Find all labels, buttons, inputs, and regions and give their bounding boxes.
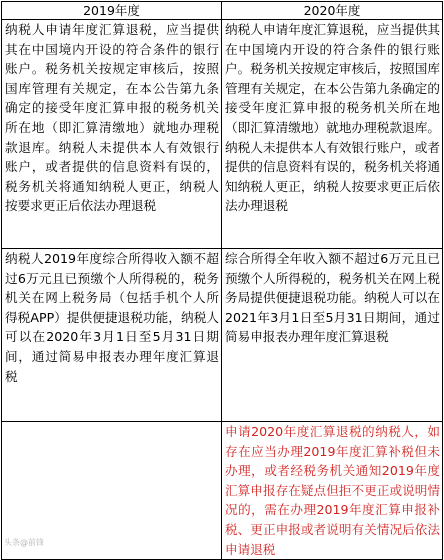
cell-2020-refund-account: 纳税人申请年度汇算退税，应当提供其在中国境内开设的符合条件的银行账户。税务机关按规定审核后，按照国库管理有关规定，在本公告第九条确定的接受年度汇算申报的税务机关所在地（即汇算清缴地）就地办理税款退库。纳税人未提供本人有效银行账户，或者提供的信息资料有误的，税务机关将通知纳税人更正，纳税人按要求更正后依法办理退税 xyxy=(222,20,443,249)
cell-2019-easy-refund: 纳税人2019年度综合所得收入额不超过6万元且已预缴个人所得税的，税务机关在网上税务局（包括手机个人所得税APP）提供便捷退税功能，纳税人可以在2020年3月1日至5月31日期间，通过简易申报表办理年度汇算退税 xyxy=(2,249,222,422)
header-2020: 2020年度 xyxy=(222,2,443,20)
table-row xyxy=(2,20,443,249)
table-row xyxy=(2,422,443,560)
watermark: 头条@前锋 xyxy=(4,538,44,547)
comparison-table xyxy=(1,1,443,560)
cell-2020-easy-refund: 综合所得全年收入额不超过6万元且已预缴个人所得税的，税务机关在网上税务局提供便捷退税功能。纳税人可以在2021年3月1日至5月31日期间，通过简易申报表办理年度汇算退税 xyxy=(222,249,443,422)
cell-2020-new-requirement: 申请2020年度汇算退税的纳税人，如存在应当办理2019年度汇算补税但未办理，或者经税务机关通知2019年度汇算申报存在疑点但拒不更正或说明情况的，需在办理2019年度汇算申报补税、更正申报或者说明有关情况后依法申请退税 xyxy=(222,422,443,560)
header-2019: 2019年度 xyxy=(2,2,222,20)
header-row xyxy=(2,2,443,20)
table-row xyxy=(2,249,443,422)
cell-2019-refund-account: 纳税人申请年度汇算退税，应当提供其在中国境内开设的符合条件的银行账户。税务机关按规定审核后，按照国库管理有关规定，在本公告第九条确定的接受年度汇算申报的税务机关所在地（即汇算清缴地）就地办理税款退库。纳税人未提供本人有效银行账户，或者提供的信息资料有误的，税务机关将通知纳税人更正，纳税人按要求更正后依法办理退税 xyxy=(2,20,222,249)
